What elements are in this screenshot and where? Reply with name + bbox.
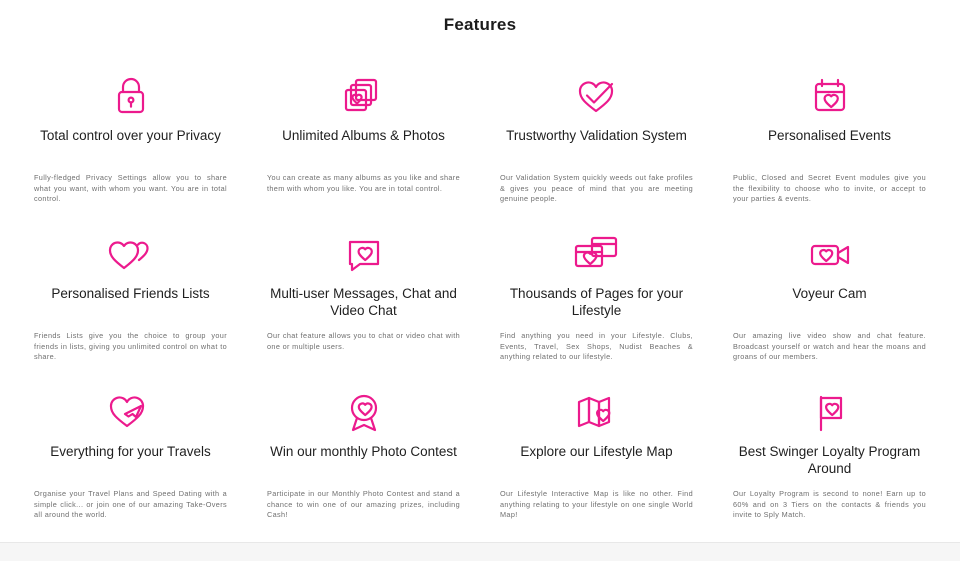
feature-description: Our Validation System quickly weeds out fake profiles & gives you peace of mind that you are meeting genuine people. xyxy=(500,173,693,203)
feature-title: Explore our Lifestyle Map xyxy=(520,444,673,459)
feature-description: Fully-fledged Privacy Settings allow you to share what you want, with whom you want. You are in total control. xyxy=(34,173,227,203)
feature-card[interactable] xyxy=(480,61,713,219)
feature-card[interactable] xyxy=(713,377,946,535)
features-grid xyxy=(0,35,960,535)
feature-card[interactable] xyxy=(247,377,480,535)
feature-description: Friends Lists give you the choice to group your friends in lists, giving you unlimited control on what to share. xyxy=(34,331,227,361)
privacy-lock-heart-icon xyxy=(32,67,229,125)
feature-title: Total control over your Privacy xyxy=(40,128,221,143)
feature-title: Voyeur Cam xyxy=(792,286,867,301)
feature-card[interactable] xyxy=(480,219,713,377)
feature-title: Unlimited Albums & Photos xyxy=(282,128,445,143)
feature-description: Participate in our Monthly Photo Contest and stand a chance to win one of our amazing prizes, including Cash! xyxy=(267,489,460,519)
feature-description: Public, Closed and Secret Event modules give you the flexibility to choose who to invite, or accept to your parties & events. xyxy=(733,173,926,203)
feature-description: Our Loyalty Program is second to none! Earn up to 60% and on 3 Tiers on the contacts & friends you invite to Sply Match. xyxy=(733,489,926,519)
feature-description: Our Lifestyle Interactive Map is like no other. Find anything relating to your lifestyle on one single World Map! xyxy=(500,489,693,519)
feature-title: Multi-user Messages, Chat and Video Chat xyxy=(270,286,457,318)
feature-card[interactable] xyxy=(480,377,713,535)
map-heart-icon xyxy=(498,383,695,441)
feature-description: Our chat feature allows you to chat or video chat with one or multiple users. xyxy=(267,331,460,351)
feature-title: Trustworthy Validation System xyxy=(506,128,687,143)
feature-card[interactable] xyxy=(247,219,480,377)
feature-title: Everything for your Travels xyxy=(50,444,211,459)
validation-check-heart-icon xyxy=(498,67,695,125)
travel-plane-heart-icon xyxy=(32,383,229,441)
feature-title: Thousands of Pages for your Lifestyle xyxy=(509,286,684,318)
feature-card[interactable] xyxy=(247,61,480,219)
feature-title: Win our monthly Photo Contest xyxy=(270,444,457,459)
award-ribbon-heart-icon xyxy=(265,383,462,441)
feature-description: Our amazing live video show and chat feature. Broadcast yourself or watch and hear the moans and groans of our members. xyxy=(733,331,926,361)
photo-albums-heart-icon xyxy=(265,67,462,125)
feature-title: Best Swinger Loyalty Program Around xyxy=(738,444,921,476)
feature-card[interactable] xyxy=(14,219,247,377)
feature-card[interactable] xyxy=(14,61,247,219)
chat-bubble-heart-icon xyxy=(265,225,462,283)
feature-title: Personalised Events xyxy=(767,128,892,143)
feature-card[interactable] xyxy=(713,61,946,219)
browser-pages-heart-icon xyxy=(498,225,695,283)
feature-card[interactable] xyxy=(14,377,247,535)
feature-description: Find anything you need in your Lifestyle. Clubs, Events, Travel, Sex Shops, Nudist Beaches & anything related to our lifestyle. xyxy=(500,331,693,361)
feature-card[interactable] xyxy=(713,219,946,377)
footer-band xyxy=(0,542,960,561)
feature-title: Personalised Friends Lists xyxy=(51,286,210,301)
page-title: Features xyxy=(443,15,517,34)
two-hearts-friends-icon xyxy=(32,225,229,283)
feature-description: Organise your Travel Plans and Speed Dating with a simple click... or join one of our amazing Take-Overs all around the world. xyxy=(34,489,227,519)
loyalty-flag-heart-icon xyxy=(731,383,928,441)
calendar-heart-icon xyxy=(731,67,928,125)
feature-description: You can create as many albums as you like and share them with whom you like. You are in total control. xyxy=(267,173,460,193)
video-camera-heart-icon xyxy=(731,225,928,283)
